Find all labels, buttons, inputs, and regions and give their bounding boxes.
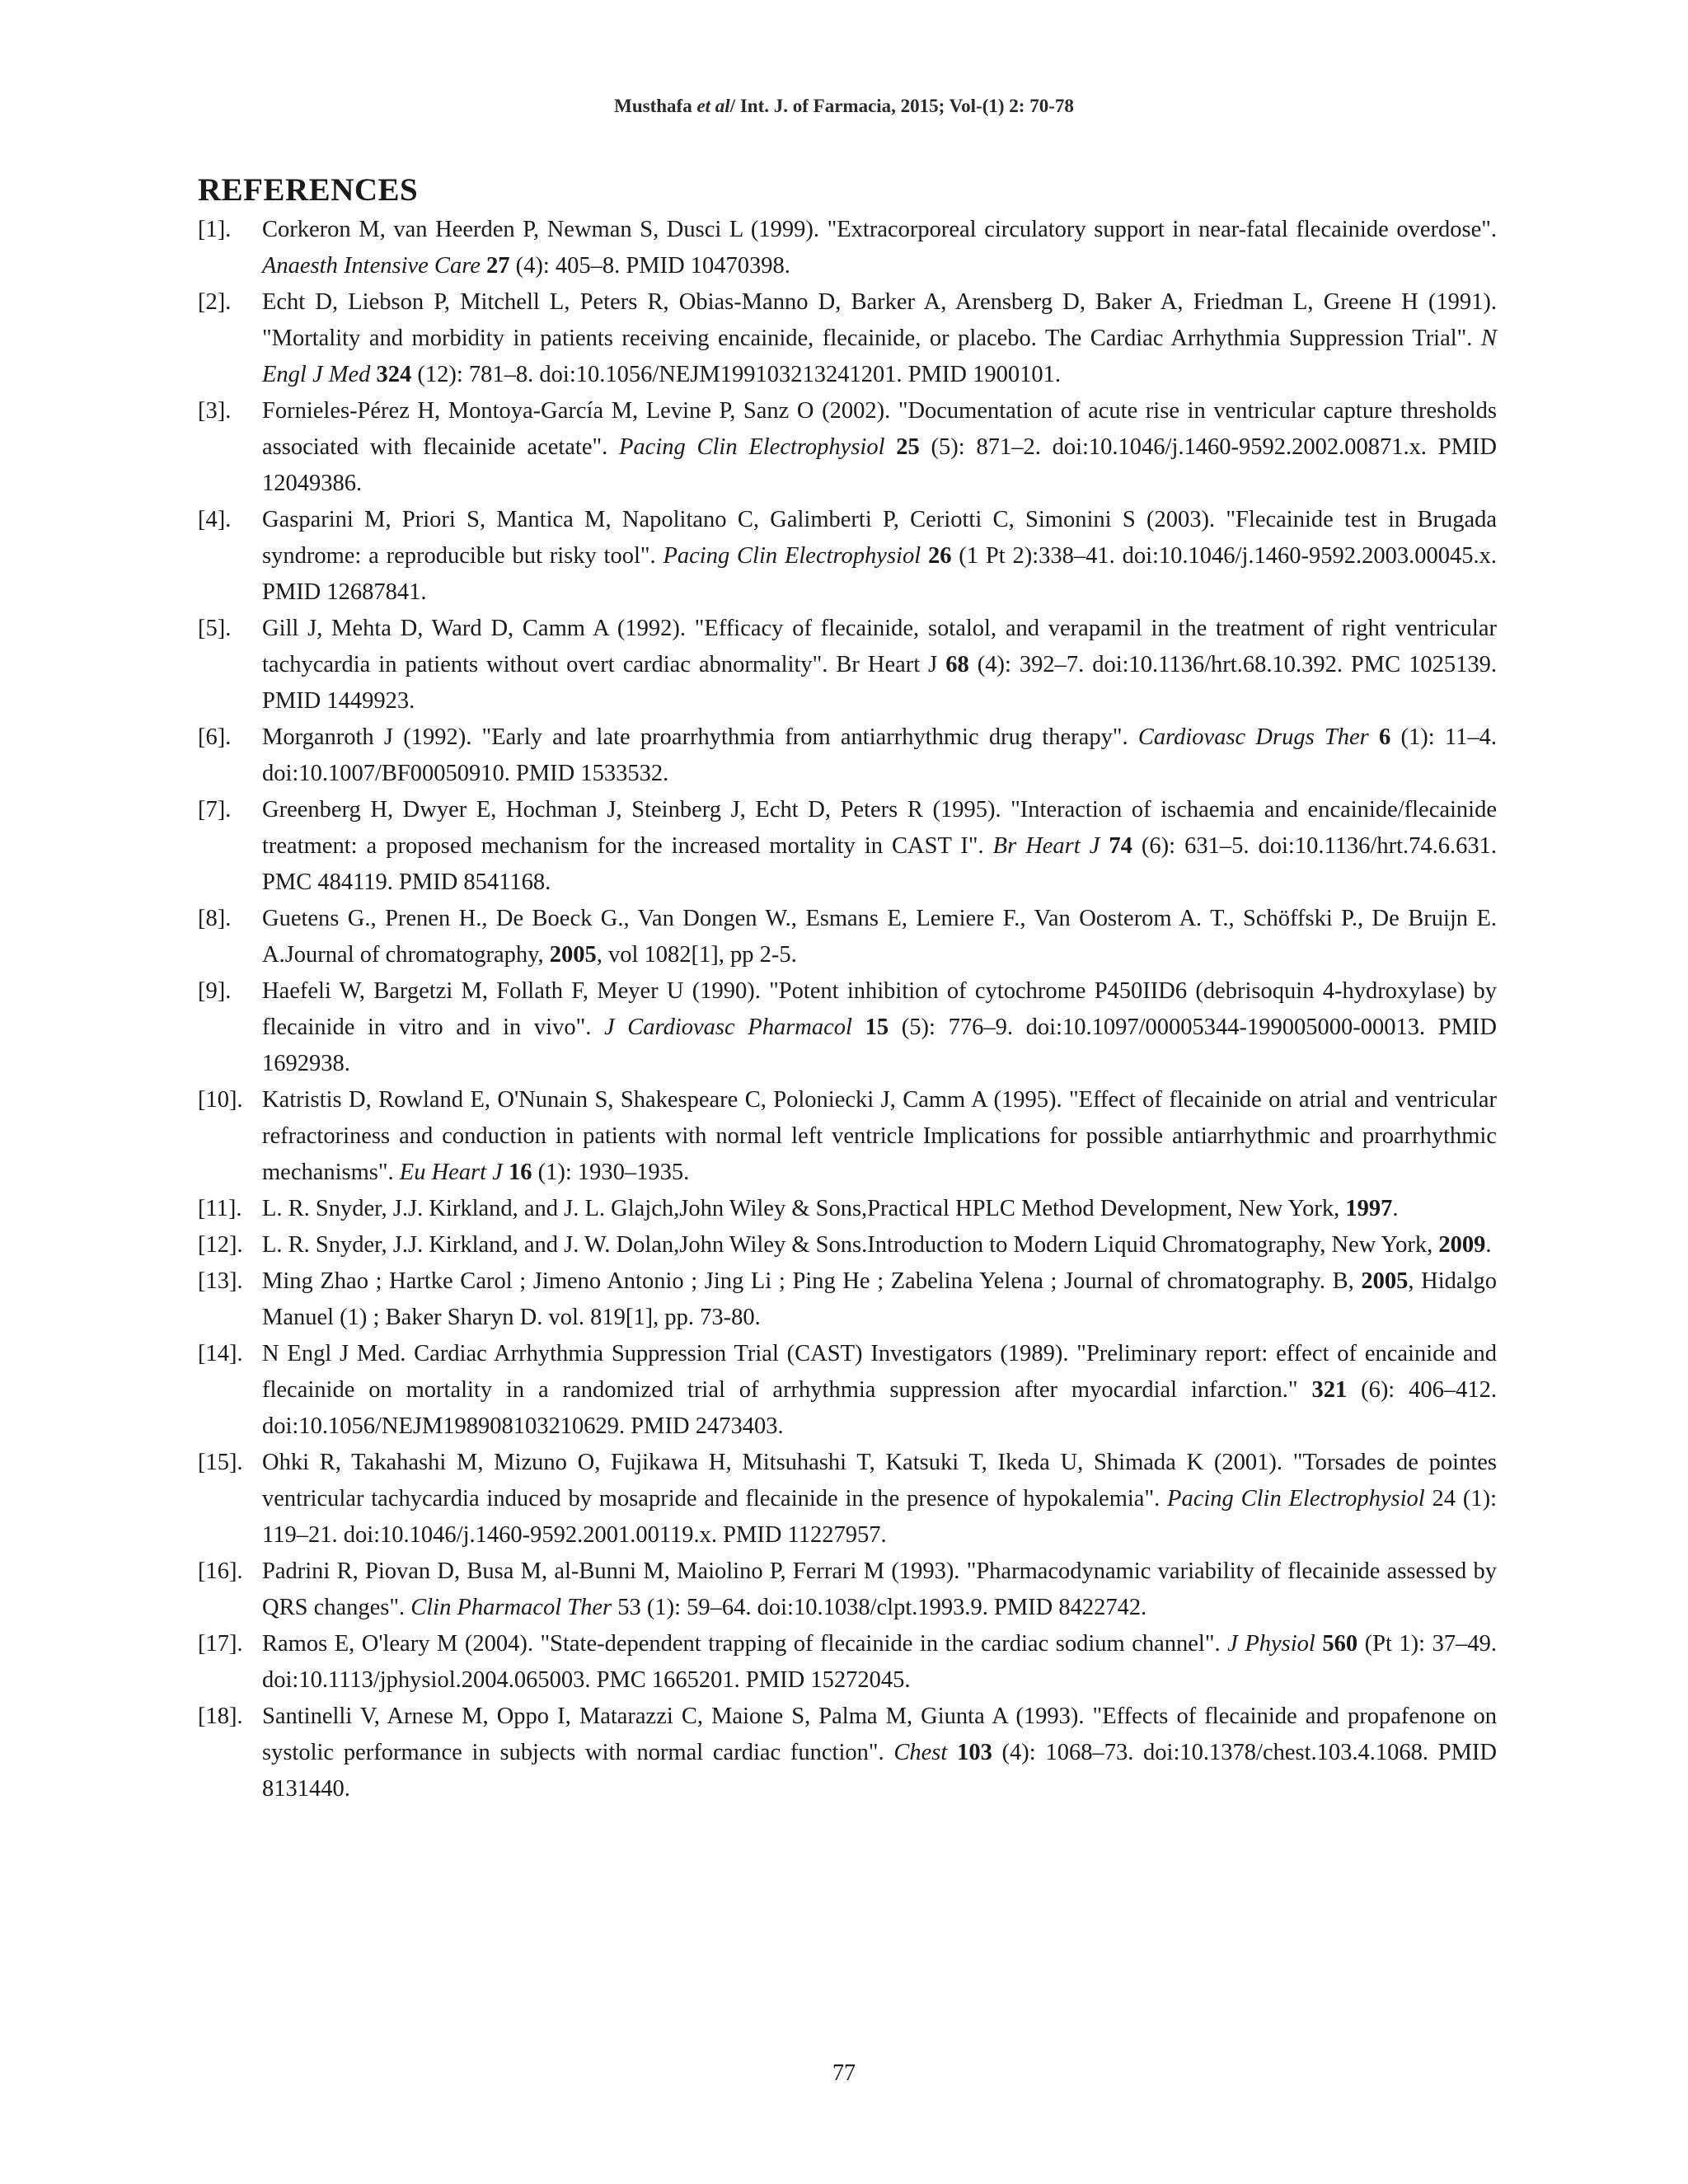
volume-number: 25 (896, 434, 920, 460)
volume-number: 321 (1311, 1377, 1348, 1403)
reference-number: [17]. (198, 1631, 243, 1657)
reference-fragment (481, 253, 486, 279)
journal-name: Cardiovasc Drugs Ther (1137, 724, 1369, 750)
reference-number: [5]. (198, 616, 232, 641)
volume-number: 16 (508, 1160, 532, 1185)
reference-fragment: Haefeli W, Bargetzi M, Follath F, Meyer U (1990). "Potent inhibition of cytochrome P450IID6 (debrisoquin 4-hydroxylase) by flecainide in vitro and in vivo". (262, 978, 1497, 1040)
reference-text (262, 1626, 1497, 1699)
reference-text (262, 284, 1497, 393)
volume-number: 2005 (549, 942, 597, 968)
reference-text (262, 1227, 1497, 1263)
reference-number: [14]. (198, 1341, 243, 1366)
volume-number: 74 (1109, 833, 1132, 859)
running-header (0, 96, 1688, 117)
reference-fragment: (4): 392–7. doi:10.1136/hrt.68.10.392. PMC 1025139. PMID 1449923. (262, 652, 1497, 714)
reference-fragment: Ramos E, O'leary M (2004). "State-dependent trapping of flecainide in the cardiac sodium channel". (262, 1631, 1228, 1657)
page-number: 77 (832, 2060, 856, 2086)
section-heading: REFERENCES (198, 172, 419, 208)
reference-number: [3]. (198, 398, 232, 424)
reference-fragment: (5): 871–2. doi:10.1046/j.1460-9592.2002.00871.x. PMID 12049386. (262, 434, 1498, 496)
reference-text (262, 792, 1497, 901)
reference-number: [16]. (198, 1558, 243, 1584)
reference-number: [4]. (198, 507, 232, 532)
reference-fragment: Santinelli V, Arnese M, Oppo I, Matarazzi C, Maione S, Palma M, Giunta A (1993). "Effects of flecainide and propafenone on systolic performance in subjects with normal cardiac function". (262, 1704, 1497, 1765)
reference-text (262, 1554, 1497, 1626)
reference-fragment (1369, 724, 1379, 750)
volume-number: 2009 (1438, 1232, 1486, 1258)
reference-item (198, 719, 1497, 792)
reference-text (262, 901, 1497, 973)
reference-number: [18]. (198, 1704, 243, 1729)
journal-name: Pacing Clin Electrophysiol (1167, 1486, 1425, 1511)
reference-text (262, 1191, 1497, 1227)
reference-fragment: (6): 406–412. doi:10.1056/NEJM198908103210629. PMID 2473403. (262, 1377, 1497, 1439)
reference-text (262, 1263, 1497, 1336)
journal-name: N Engl J Med (262, 326, 1497, 387)
journal-name: Chest (893, 1740, 948, 1765)
journal-name: Eu Heart J (399, 1160, 503, 1185)
reference-item (198, 212, 1497, 284)
reference-number: [12]. (198, 1232, 243, 1258)
reference-text (262, 502, 1497, 611)
volume-number: 15 (865, 1015, 889, 1040)
reference-fragment: . (1485, 1232, 1492, 1258)
reference-item (198, 1263, 1497, 1336)
volume-number: 26 (927, 543, 952, 569)
volume-number: 560 (1322, 1631, 1358, 1657)
journal-name: J Physiol (1227, 1631, 1315, 1657)
header-et-al: et al (696, 96, 730, 116)
reference-fragment: Gasparini M, Priori S, Mantica M, Napolitano C, Galimberti P, Ceriotti C, Simonini S (2003). "Flecainide test in Brugada syndrome: a reproducible but risky tool". (262, 507, 1497, 569)
reference-fragment: Morganroth J (1992). "Early and late proarrhythmia from antiarrhythmic drug therapy". (262, 724, 1138, 750)
volume-number: 6 (1379, 724, 1391, 750)
reference-text (262, 719, 1497, 792)
reference-fragment: N Engl J Med. Cardiac Arrhythmia Suppression Trial (CAST) Investigators (1989). "Preliminary report: effect of encainide and flecainide on mortality in a randomized trial of arrhythmia suppression after myocardial infarction." (262, 1341, 1497, 1403)
reference-item (198, 1082, 1497, 1191)
reference-fragment: Guetens G., Prenen H., De Boeck G., Van Dongen W., Esmans E, Lemiere F., Van Oosterom A. T., Schöffski P., De Bruijn E. A.Journal of chromatography, (262, 906, 1497, 968)
reference-fragment (1100, 833, 1109, 859)
reference-number: [13]. (198, 1268, 243, 1294)
reference-item (198, 1336, 1497, 1445)
reference-fragment: Corkeron M, van Heerden P, Newman S, Dusci L (1999). "Extracorporeal circulatory support in near-fatal flecainide overdose". (262, 217, 1497, 242)
reference-fragment: (4): 1068–73. doi:10.1378/chest.103.4.1068. PMID 8131440. (262, 1740, 1498, 1802)
journal-name: Pacing Clin Electrophysiol (619, 434, 885, 460)
reference-fragment: . (1392, 1196, 1399, 1221)
reference-text (262, 611, 1497, 719)
reference-number: [8]. (198, 906, 232, 931)
journal-name: Anaesth Intensive Care (262, 253, 481, 279)
reference-fragment: (1): 1930–1935. (532, 1160, 690, 1185)
reference-fragment: (4): 405–8. PMID 10470398. (509, 253, 790, 279)
reference-item (198, 901, 1497, 973)
reference-item (198, 973, 1497, 1082)
reference-text (262, 1445, 1497, 1554)
volume-number: 103 (957, 1740, 992, 1765)
volume-number: 27 (486, 253, 510, 279)
reference-fragment: (1 Pt 2):338–41. doi:10.1046/j.1460-9592.2003.00045.x. PMID 12687841. (262, 543, 1497, 605)
journal-name: Br Heart J (992, 833, 1100, 859)
reference-number: [11]. (198, 1196, 242, 1221)
reference-item (198, 1191, 1497, 1227)
reference-number: [1]. (198, 217, 232, 242)
reference-fragment: L. R. Snyder, J.J. Kirkland, and J. W. Dolan,John Wiley & Sons.Introduction to Modern Liquid Chromatography, New York, (262, 1232, 1439, 1258)
reference-fragment (885, 434, 897, 460)
reference-text (262, 1336, 1497, 1445)
reference-fragment: , vol 1082[1], pp 2-5. (596, 942, 797, 968)
journal-name: Clin Pharmacol Ther (410, 1595, 612, 1620)
reference-item (198, 611, 1497, 719)
volume-number: 68 (945, 652, 969, 677)
volume-number: 1997 (1345, 1196, 1393, 1221)
reference-fragment: Gill J, Mehta D, Ward D, Camm A (1992). "Efficacy of flecainide, sotalol, and verapamil in the treatment of right ventricular tachycardia in patients without overt cardiac abnormality". Br Heart J (262, 616, 1497, 677)
reference-fragment (370, 362, 376, 387)
reference-fragment: Katristis D, Rowland E, O'Nunain S, Shakespeare C, Poloniecki J, Camm A (1995). "Effect of flecainide on atrial and ventricular refractoriness and conduction in patients with normal left ventricle Implications for possible antiarrhythmic and proarrhythmic mechanisms". (262, 1087, 1497, 1185)
reference-item (198, 1699, 1497, 1807)
reference-fragment: (5): 776–9. doi:10.1097/00005344-199005000-00013. PMID 1692938. (262, 1015, 1498, 1076)
reference-item (198, 1445, 1497, 1554)
reference-item (198, 284, 1497, 393)
reference-item (198, 1626, 1497, 1699)
reference-text (262, 973, 1497, 1082)
reference-fragment: Padrini R, Piovan D, Busa M, al-Bunni M, Maiolino P, Ferrari M (1993). "Pharmacodynamic variability of flecainide assessed by QRS changes". (262, 1558, 1497, 1620)
reference-item (198, 393, 1497, 502)
reference-fragment: L. R. Snyder, J.J. Kirkland, and J. L. Glajch,John Wiley & Sons,Practical HPLC Method Development, New York, (262, 1196, 1346, 1221)
reference-fragment: Echt D, Liebson P, Mitchell L, Peters R, Obias-Manno D, Barker A, Arensberg D, Baker A, Friedman L, Greene H (1991). "Mortality and morbidity in patients receiving encainide, flecainide, or placebo. The Cardiac Arrhythmia Suppression Trial". (262, 289, 1497, 351)
reference-text (262, 212, 1497, 284)
reference-number: [15]. (198, 1450, 243, 1475)
reference-fragment: 24 (1): 119–21. doi:10.1046/j.1460-9592.2001.00119.x. PMID 11227957. (262, 1486, 1497, 1548)
reference-number: [10]. (198, 1087, 243, 1113)
reference-fragment: (12): 781–8. doi:10.1056/NEJM199103213241201. PMID 1900101. (411, 362, 1061, 387)
reference-text (262, 1082, 1497, 1191)
reference-item (198, 792, 1497, 901)
header-journal: / Int. J. of Farmacia, 2015; Vol-(1) 2: 70-78 (729, 96, 1074, 116)
reference-fragment (852, 1015, 865, 1040)
reference-fragment: , Hidalgo Manuel (1) ; Baker Sharyn D. vol. 819[1], pp. 73-80. (262, 1268, 1497, 1330)
reference-number: [9]. (198, 978, 232, 1004)
reference-fragment (921, 543, 928, 569)
volume-number: 324 (376, 362, 412, 387)
reference-number: [7]. (198, 797, 232, 823)
reference-fragment: (6): 631–5. doi:10.1136/hrt.74.6.631. PMC 484119. PMID 8541168. (262, 833, 1498, 895)
reference-text (262, 1699, 1497, 1807)
reference-item (198, 502, 1497, 611)
header-authors: Musthafa (614, 96, 692, 116)
reference-fragment: Ming Zhao ; Hartke Carol ; Jimeno Antonio ; Jing Li ; Ping He ; Zabelina Yelena ; Journal of chromatography. B, (262, 1268, 1362, 1294)
reference-item (198, 1554, 1497, 1626)
volume-number: 2005 (1361, 1268, 1409, 1294)
reference-number: [6]. (198, 724, 232, 750)
reference-item (198, 1227, 1497, 1263)
reference-fragment: Fornieles-Pérez H, Montoya-García M, Levine P, Sanz O (2002). "Documentation of acute rise in ventricular capture thresholds associated with flecainide acetate". (262, 398, 1497, 460)
reference-fragment (947, 1740, 957, 1765)
journal-name: J Cardiovasc Pharmacol (604, 1015, 852, 1040)
reference-fragment (503, 1160, 509, 1185)
reference-fragment: (Pt 1): 37–49. doi:10.1113/jphysiol.2004.065003. PMC 1665201. PMID 15272045. (262, 1631, 1498, 1693)
reference-text (262, 393, 1497, 502)
reference-number: [2]. (198, 289, 232, 315)
reference-fragment: Greenberg H, Dwyer E, Hochman J, Steinberg J, Echt D, Peters R (1995). "Interaction of ischaemia and encainide/flecainide treatment: a proposed mechanism for the increased mortality in CAST I". (262, 797, 1497, 859)
reference-fragment: (1): 11–4. doi:10.1007/BF00050910. PMID 1533532. (262, 724, 1497, 786)
reference-list (198, 212, 1497, 1807)
reference-fragment: 53 (1): 59–64. doi:10.1038/clpt.1993.9. PMID 8422742. (612, 1595, 1147, 1620)
reference-fragment: Ohki R, Takahashi M, Mizuno O, Fujikawa H, Mitsuhashi T, Katsuki T, Ikeda U, Shimada K (2001). "Torsades de pointes ventricular tachycardia induced by mosapride and flecainide in the presence of hypokalemia". (262, 1450, 1497, 1511)
journal-name: Pacing Clin Electrophysiol (663, 543, 921, 569)
